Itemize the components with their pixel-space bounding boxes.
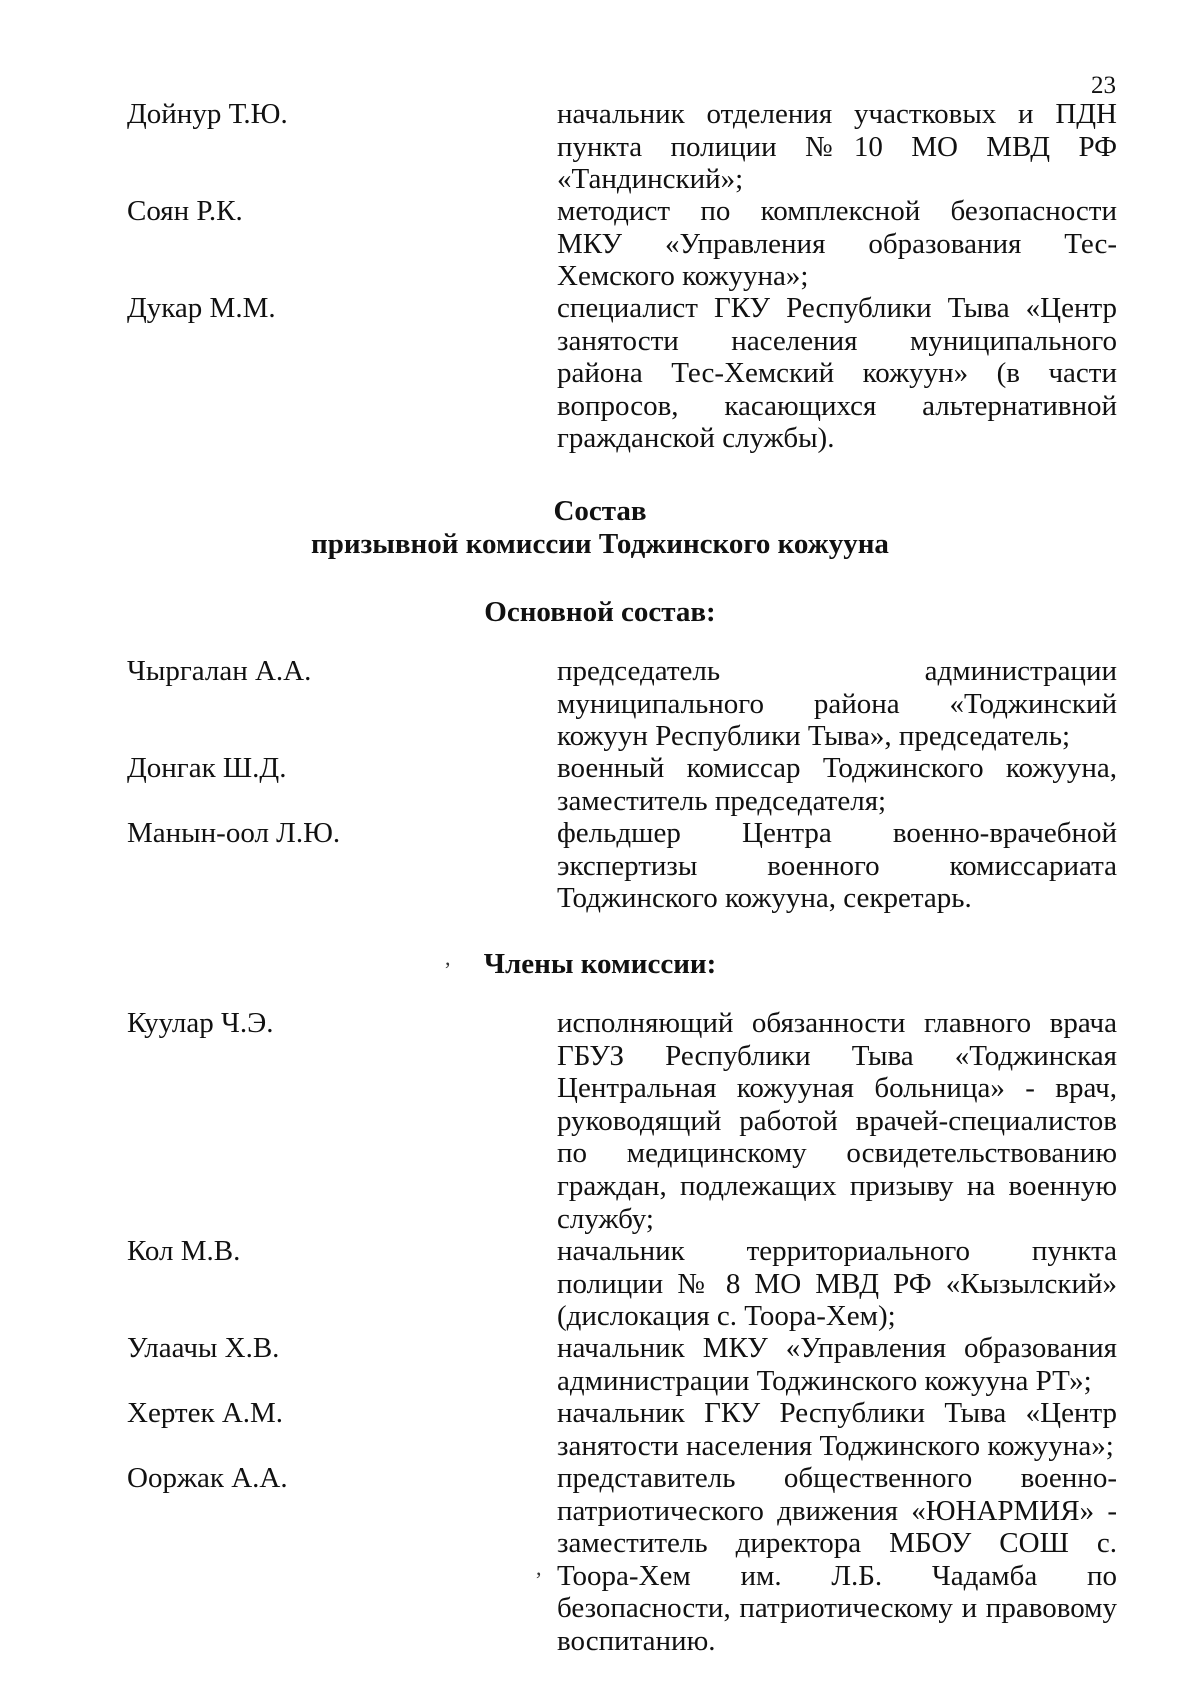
member-name: Кол М.В. (127, 1235, 241, 1267)
member-name: Хертек А.М. (127, 1397, 284, 1429)
member-role: фельдшер Центра военно-врачебной экспертизы военного комиссариата Тоджинского кожууна, секретарь. (557, 817, 1117, 915)
member-name: Чыргалан А.А. (127, 655, 312, 687)
page-number: 23 (1091, 72, 1116, 99)
commission-members-list (127, 1007, 1127, 1658)
member-entry (127, 1462, 1127, 1658)
member-entry (127, 1332, 1127, 1397)
member-name: Куулар Ч.Э. (127, 1007, 274, 1039)
top-members-list (127, 98, 1127, 455)
member-entry (127, 752, 1127, 817)
member-role: начальник территориального пункта полиции № 8 МО МВД РФ «Кызылский» (дислокация с. Тоора-Хем); (557, 1235, 1117, 1333)
member-role: начальник МКУ «Управления образования администрации Тоджинского кожууна РТ»; (557, 1332, 1117, 1397)
member-entry (127, 817, 1127, 915)
member-entry (127, 1235, 1127, 1332)
main-members-list (127, 655, 1127, 915)
stray-mark: , (536, 1555, 542, 1580)
composition-title-line2: призывной комиссии Тоджинского кожууна (311, 528, 889, 560)
member-name: Соян Р.К. (127, 195, 243, 227)
member-role: исполняющий обязанности главного врача ГБУЗ Республики Тыва «Тоджинская Центральная кожууная больница» - врач, руководящий работой врачей-специалистов по медицинскому освидетельствованию граждан, подлежащих призыву на военную службу; (557, 1007, 1117, 1235)
member-entry (127, 1397, 1127, 1462)
member-entry (127, 655, 1127, 752)
stray-mark: , (445, 945, 451, 970)
member-role: председатель администрации муниципального района «Тоджинский кожуун Республики Тыва», председатель; (557, 655, 1117, 753)
member-entry (127, 195, 1127, 292)
member-name: Донгак Ш.Д. (127, 752, 287, 784)
member-name: Улаачы Х.В. (127, 1332, 280, 1364)
member-name: Ооржак А.А. (127, 1462, 288, 1494)
member-role: военный комиссар Тоджинского кожууна, заместитель председателя; (557, 752, 1117, 817)
composition-title (0, 495, 1200, 561)
member-name: Манын-оол Л.Ю. (127, 817, 341, 849)
member-role: начальник ГКУ Республики Тыва «Центр занятости населения Тоджинского кожууна»; (557, 1397, 1117, 1462)
composition-title-line1: Состав (553, 495, 647, 527)
member-name: Дойнур Т.Ю. (127, 98, 288, 130)
member-role: начальник отделения участковых и ПДН пункта полиции №10 МО МВД РФ «Тандинский»; (557, 98, 1117, 196)
member-name: Дукар М.М. (127, 292, 276, 324)
main-section-title: Основной состав: (484, 596, 716, 628)
member-role: представитель общественного военно-патриотического движения «ЮНАРМИЯ» - заместитель директора МБОУ СОШ с. Тоора-Хем им. Л.Б. Чадамба по безопасности, патриотическому и правовому воспитанию. (557, 1462, 1117, 1657)
member-role: методист по комплексной безопасности МКУ «Управления образования Тес-Хемского кожууна»; (557, 195, 1117, 293)
member-role: специалист ГКУ Республики Тыва «Центр занятости населения муниципального района Тес-Хемский кожуун» (в части вопросов, касающихся альтернативной гражданской службы). (557, 292, 1117, 455)
member-entry (127, 1007, 1127, 1235)
members-section-title: Члены комиссии: (483, 948, 717, 980)
member-entry (127, 292, 1127, 455)
member-entry (127, 98, 1127, 195)
